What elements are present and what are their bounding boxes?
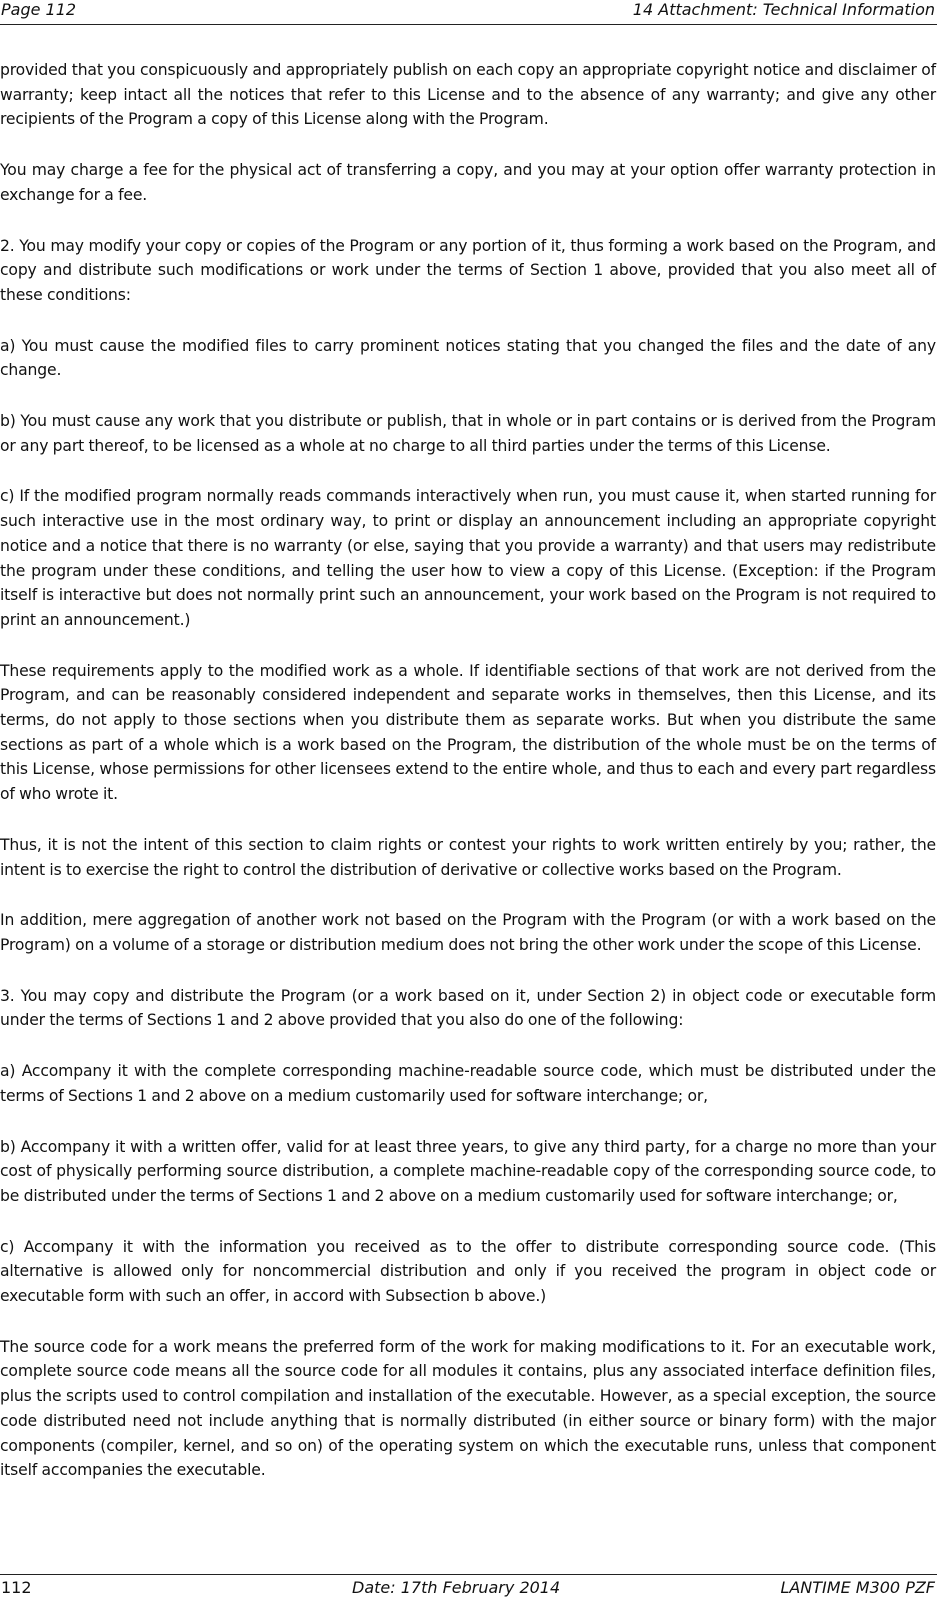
page-label: Page 112: [1, 0, 77, 19]
paragraph-section-2a: a) You must cause the modified files to carry prominent notices stating that you changed the files and the date of any change.: [0, 336, 936, 380]
paragraph-section-3c: c) Accompany it with the information you received as to the offer to distribute corresponding source code. (This alternative is allowed only for noncommercial distribution and only if you received the program in object code or executable form with such an offer, in accord with Subsection b above.): [0, 1237, 936, 1306]
page-footer: [0, 1574, 937, 1599]
paragraph-section-2c: c) If the modified program normally reads commands interactively when run, you must cause it, when started running for such interactive use in the most ordinary way, to print or display an announcement including an appropriate copyright notice and a notice that there is no warranty (or else, saying that you provide a warranty) and that users may redistribute the program under these conditions, and telling the user how to view a copy of this License. (Exception: if the Program itself is interactive but does not normally print such an announcement, your work based on the Program is not required to print an announcement.): [0, 487, 936, 629]
page-header: [0, 0, 937, 25]
paragraph-aggregation: In addition, mere aggregation of another work not based on the Program with the Program (or with a work based on the Program) on a volume of a storage or distribution medium does not bring the other work under the scope of this License.: [0, 911, 936, 954]
document-body: [0, 58, 936, 1509]
section-title: 14 Attachment: Technical Information: [632, 0, 935, 19]
paragraph-section-3: 3. You may copy and distribute the Program (or a work based on it, under Section 2) in object code or executable form under the terms of Sections 1 and 2 above provided that you also do one of the following:: [0, 986, 936, 1030]
paragraph-section-3b: b) Accompany it with a written offer, valid for at least three years, to give any third party, for a charge no more than your cost of physically performing source distribution, a complete machine-readable copy of the corresponding source code, to be distributed under the terms of Sections 1 and 2 above on a medium customarily used for software interchange; or,: [0, 1137, 936, 1205]
paragraph-section-2: 2. You may modify your copy or copies of the Program or any portion of it, thus forming a work based on the Program, and copy and distribute such modifications or work under the terms of Section 1 above, provided that you also meet all of these conditions:: [0, 236, 936, 304]
page-number: 112: [1, 1578, 32, 1597]
paragraph-requirements: These requirements apply to the modified work as a whole. If identifiable sections of that work are not derived from the Program, and can be reasonably considered independent and separate works in themselves, then this License, and its terms, do not apply to those sections when you distribute them as separate works. But when you distribute the same sections as part of a whole which is a work based on the Program, the distribution of the whole must be on the terms of this License, whose permissions for other licensees extend to the entire whole, and thus to each and every part regardless of who wrote it.: [0, 661, 936, 804]
paragraph-intent: Thus, it is not the intent of this section to claim rights or contest your rights to work written entirely by you; rather, the intent is to exercise the right to control the distribution of derivative or collective works based on the Program.: [0, 835, 936, 879]
paragraph-source-code: The source code for a work means the preferred form of the work for making modifications to it. For an executable work, complete source code means all the source code for all modules it contains, plus any associated interface definition files, plus the scripts used to control compilation and installation of the executable. However, as a special exception, the source code distributed need not include anything that is normally distributed (in either source or binary form) with the major components (compiler, kernel, and so on) of the operating system on which the executable runs, unless that component itself accompanies the executable.: [0, 1337, 936, 1480]
paragraph-section-2b: b) You must cause any work that you distribute or publish, that in whole or in part contains or is derived from the Program or any part thereof, to be licensed as a whole at no charge to all third parties under the terms of this License.: [0, 412, 936, 455]
paragraph-section-3a: a) Accompany it with the complete corresponding machine-readable source code, which must be distributed under the terms of Sections 1 and 2 above on a medium customarily used for software interchange; or,: [0, 1062, 936, 1105]
paragraph-copyright-notice: provided that you conspicuously and appropriately publish on each copy an appropriate copyright notice and disclaimer of warranty; keep intact all the notices that refer to this License and to the absence of any warranty; and give any other recipients of the Program a copy of this License along with the Program.: [0, 61, 936, 129]
paragraph-charge-fee: You may charge a fee for the physical act of transferring a copy, and you may at your option offer warranty protection in exchange for a fee.: [0, 161, 936, 204]
document-date: Date: 17th February 2014: [352, 1578, 561, 1597]
product-name: LANTIME M300 PZF: [780, 1578, 935, 1597]
